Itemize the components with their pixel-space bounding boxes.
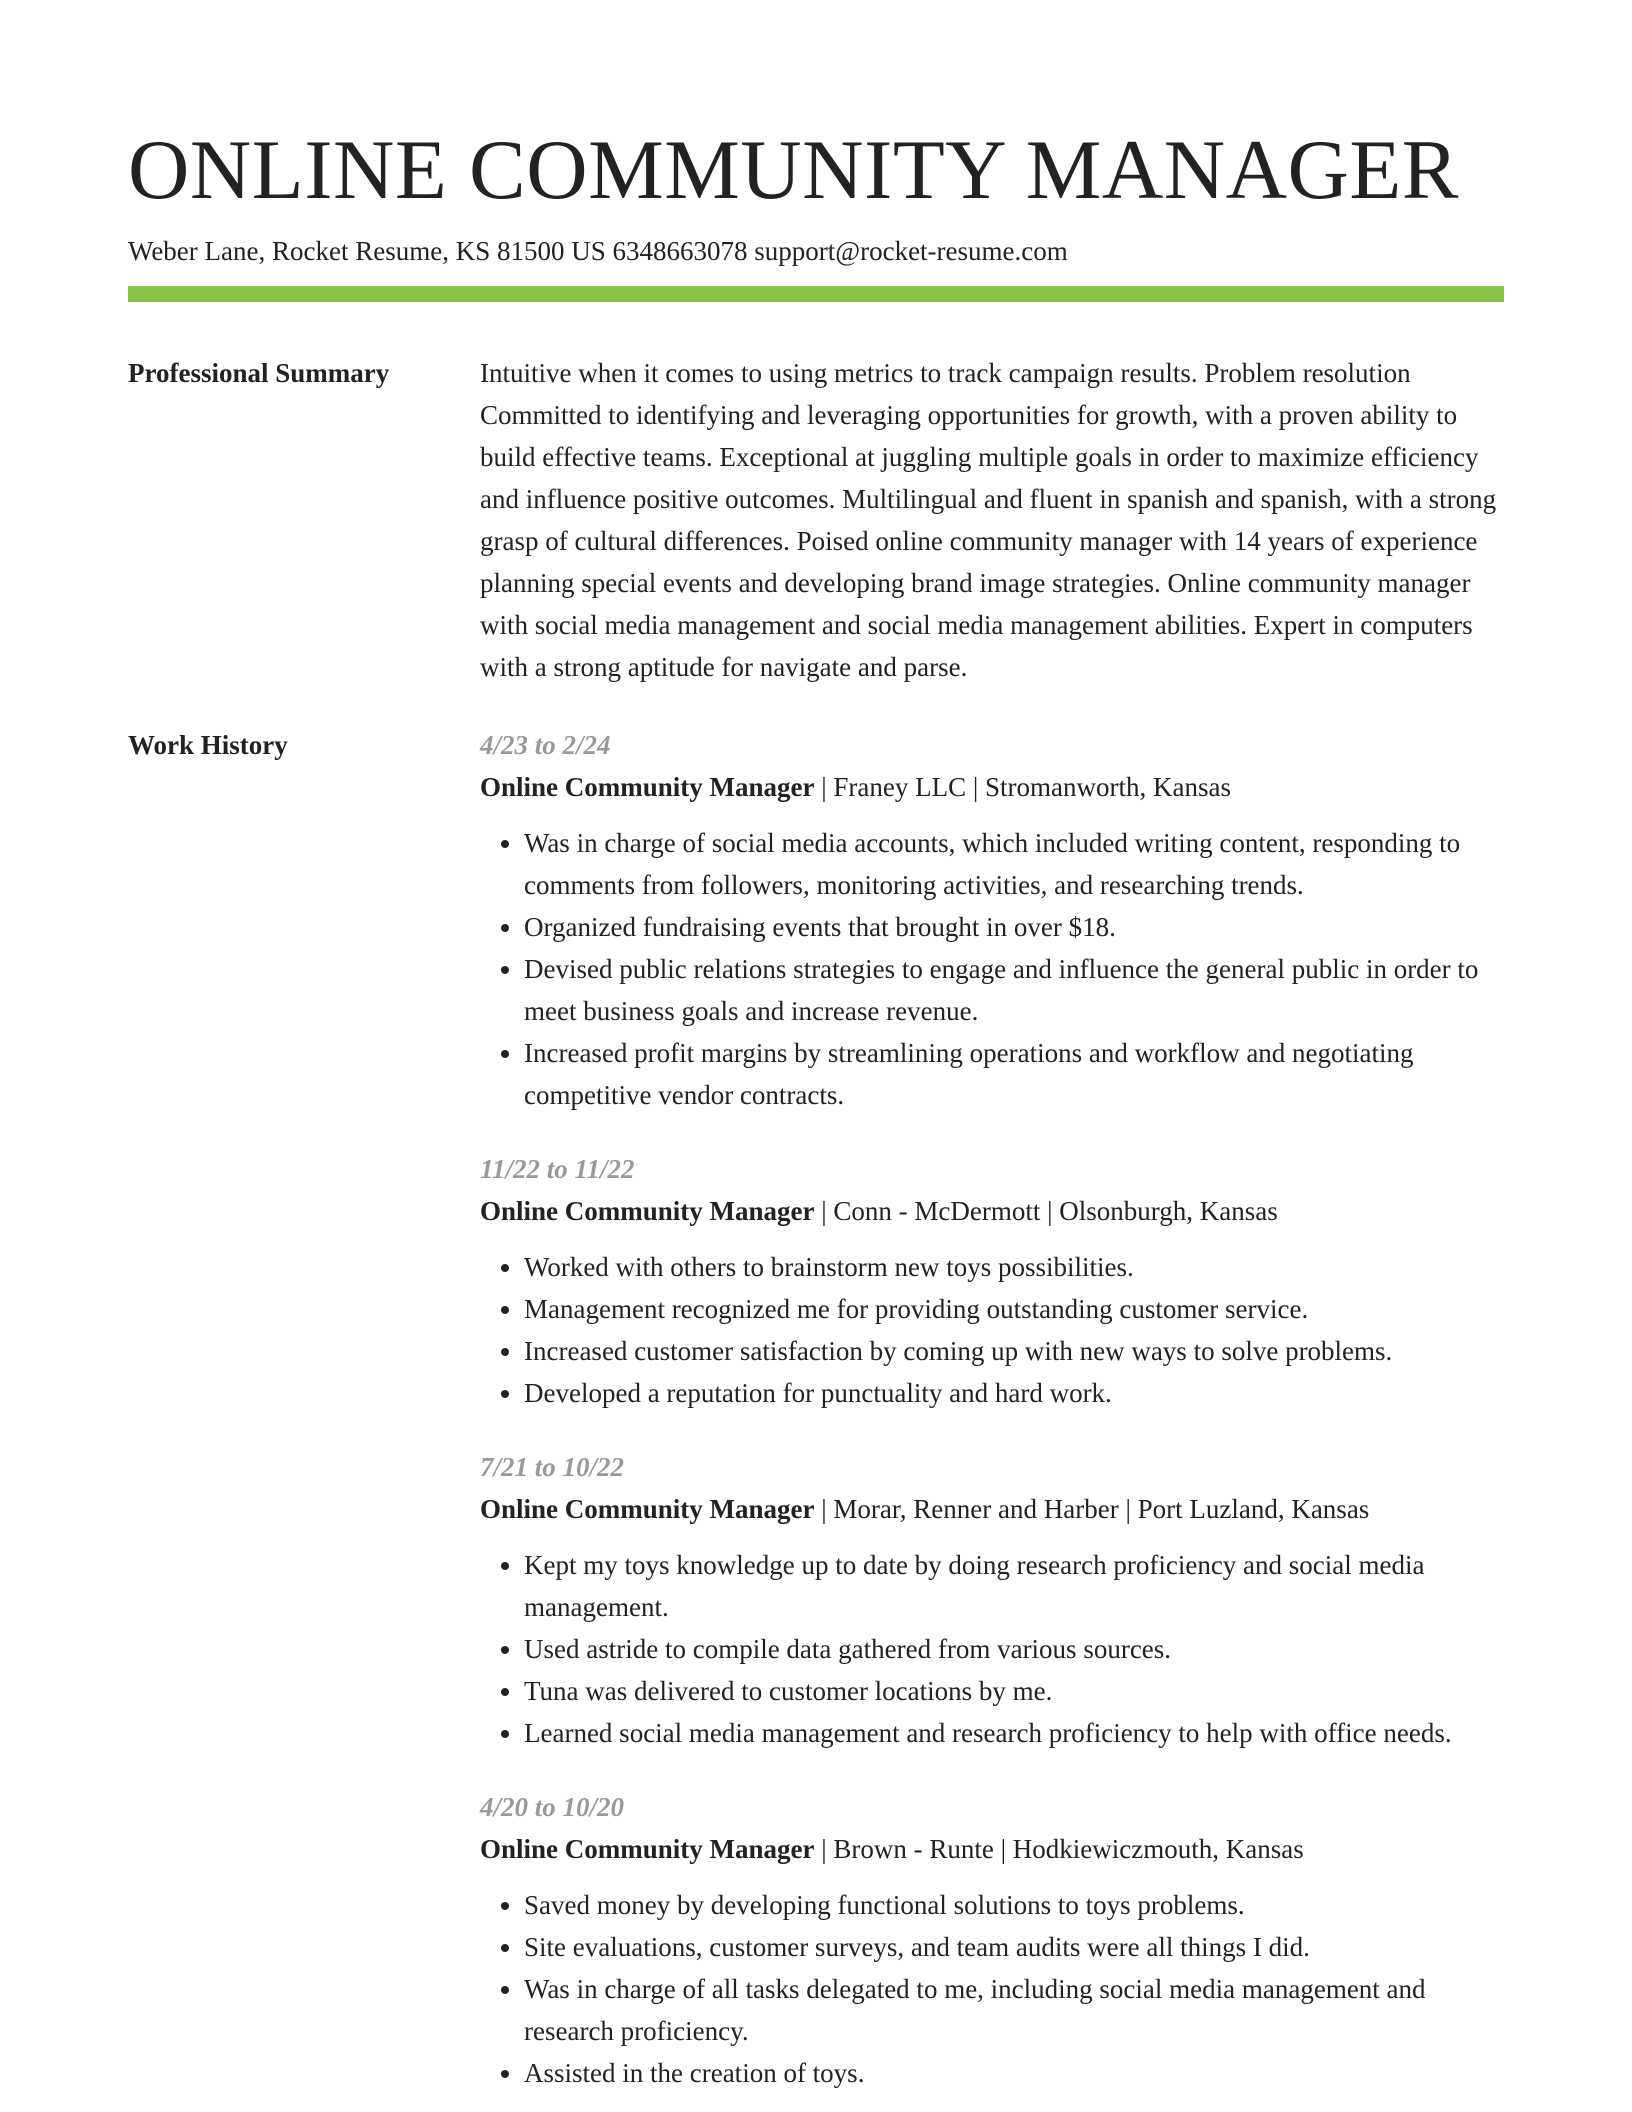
job-entry: [480, 1148, 1504, 1414]
job-bullet: • Devised public relations strategies to engage and influence the general public in order to meet business goals and increase revenue.: [524, 948, 1504, 1032]
section-label-work-history: Work History: [128, 730, 288, 760]
job-dates: 11/22 to 11/22: [480, 1154, 635, 1184]
job-entry: [480, 1786, 1504, 2094]
job-bullet: • Management recognized me for providing outstanding customer service.: [524, 1288, 1504, 1330]
job-bullet: • Saved money by developing functional solutions to toys problems.: [524, 1884, 1504, 1926]
job-bullets: [480, 822, 1504, 1116]
job-heading: [480, 1488, 1504, 1530]
accent-divider: [128, 286, 1504, 302]
job-dates: 7/21 to 10/22: [480, 1452, 625, 1482]
job-details: | Brown - Runte | Hodkiewiczmouth, Kansas: [814, 1834, 1304, 1864]
job-title: Online Community Manager: [480, 772, 815, 802]
summary-text: Intuitive when it comes to using metrics to track campaign results. Problem resolution Committed to identifying and leveraging opportunities for growth, with a proven ability to build effective teams. Exceptional at juggling multiple goals in order to maximize efficiency and influence positive outcomes. Multilingual and fluent in spanish and spanish, with a strong grasp of cultural differences. Poised online community manager with 14 years of experience planning special events and developing brand image strategies. Online community manager with social media management and social media management abilities. Expert in computers with a strong aptitude for navigate and parse.: [480, 358, 1497, 682]
job-dates: 4/23 to 2/24: [480, 730, 611, 760]
job-title: Online Community Manager: [480, 1196, 815, 1226]
job-bullet: • Worked with others to brainstorm new toys possibilities.: [524, 1246, 1504, 1288]
job-bullets: [480, 1544, 1504, 1754]
job-bullets: [480, 1884, 1504, 2094]
contact-line: Weber Lane, Rocket Resume, KS 81500 US 6348663078 support@rocket-resume.com: [128, 236, 1068, 266]
job-heading: [480, 766, 1504, 808]
job-dates: 4/20 to 10/20: [480, 1792, 625, 1822]
professional-summary-section: [128, 352, 1504, 688]
job-bullet: • Site evaluations, customer surveys, and team audits were all things I did.: [524, 1926, 1504, 1968]
work-history-section: [128, 724, 1504, 2094]
resume-page: [128, 120, 1504, 2094]
job-bullet: • Increased customer satisfaction by coming up with new ways to solve problems.: [524, 1330, 1504, 1372]
job-entry: [480, 724, 1504, 1116]
job-bullet: • Organized fundraising events that brought in over $18.: [524, 906, 1504, 948]
job-heading: [480, 1828, 1504, 1870]
job-bullet: • Was in charge of social media accounts, which included writing content, responding to comments from followers, monitoring activities, and researching trends.: [524, 822, 1504, 906]
job-bullet: • Learned social media management and research proficiency to help with office needs.: [524, 1712, 1504, 1754]
job-title: Online Community Manager: [480, 1494, 815, 1524]
resume-title: ONLINE COMMUNITY MANAGER: [128, 123, 1459, 217]
summary-body: [480, 352, 1504, 688]
job-bullet: • Increased profit margins by streamlining operations and workflow and negotiating competitive vendor contracts.: [524, 1032, 1504, 1116]
job-details: | Conn - McDermott | Olsonburgh, Kansas: [814, 1196, 1278, 1226]
job-details: | Franey LLC | Stromanworth, Kansas: [814, 772, 1231, 802]
job-bullet: • Was in charge of all tasks delegated to me, including social media management and research proficiency.: [524, 1968, 1504, 2052]
job-bullet: • Assisted in the creation of toys.: [524, 2052, 1504, 2094]
job-heading: [480, 1190, 1504, 1232]
job-details: | Morar, Renner and Harber | Port Luzland, Kansas: [814, 1494, 1370, 1524]
section-label-summary: Professional Summary: [128, 358, 390, 388]
job-bullet: • Developed a reputation for punctuality and hard work.: [524, 1372, 1504, 1414]
job-bullet: • Kept my toys knowledge up to date by doing research proficiency and social media management.: [524, 1544, 1504, 1628]
job-entry: [480, 1446, 1504, 1754]
work-history-list: [480, 724, 1504, 2094]
job-bullet: • Used astride to compile data gathered from various sources.: [524, 1628, 1504, 1670]
job-title: Online Community Manager: [480, 1834, 815, 1864]
job-bullets: [480, 1246, 1504, 1414]
job-bullet: • Tuna was delivered to customer locations by me.: [524, 1670, 1504, 1712]
